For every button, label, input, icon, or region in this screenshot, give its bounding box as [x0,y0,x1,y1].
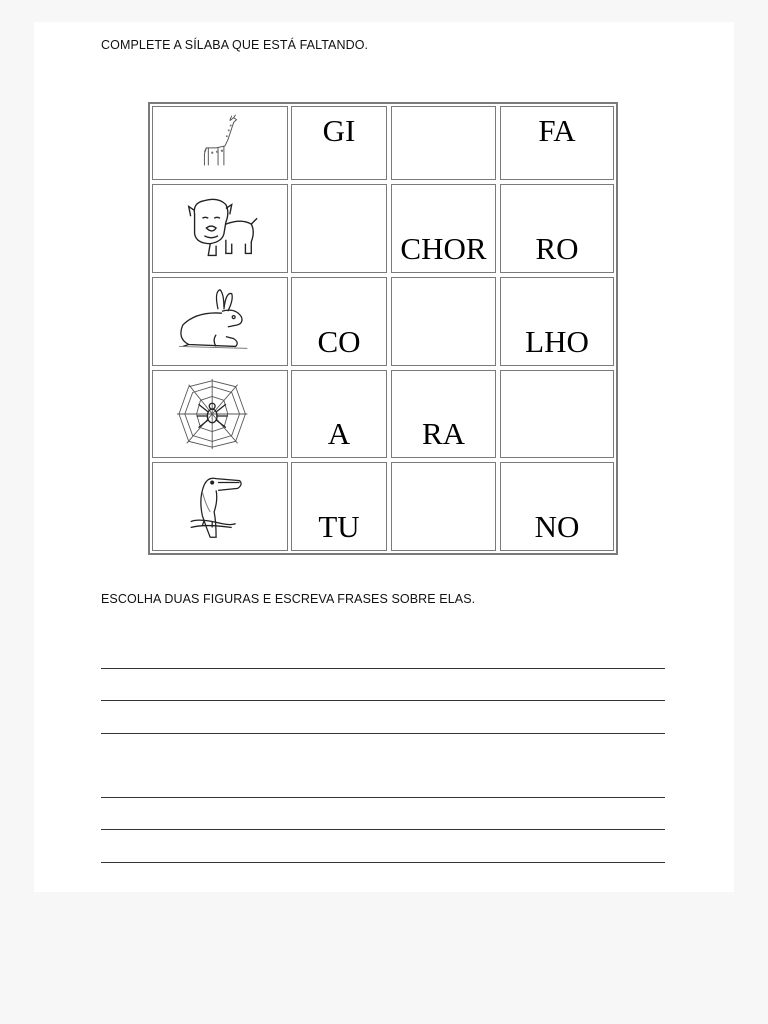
syllable-text: RA [421,416,466,451]
syllable-text: NO [534,509,580,544]
picture-cell-toucan [152,462,288,551]
syllable-cell[interactable] [391,462,496,551]
syllable-text: CO [317,324,361,359]
syllable-grid [148,102,618,555]
writing-line[interactable] [101,829,665,830]
syllable-text: FA [538,113,576,148]
giraffe-icon [153,107,287,179]
worksheet-page [34,22,734,892]
syllable-cell[interactable] [291,370,387,458]
syllable-cell[interactable] [391,277,496,366]
syllable-cell[interactable] [291,106,387,180]
syllable-cell[interactable] [500,106,614,180]
toucan-icon [153,463,287,550]
writing-line[interactable] [101,700,665,701]
syllable-text: RO [535,231,579,266]
picture-cell-bulldog [152,184,288,273]
spider-icon [153,371,287,457]
syllable-cell[interactable] [500,462,614,551]
syllable-cell[interactable] [291,277,387,366]
writing-line[interactable] [101,862,665,863]
instruction-complete-syllable: COMPLETE A SÍLABA QUE ESTÁ FALTANDO. [101,38,369,52]
syllable-cell[interactable] [291,462,387,551]
picture-cell-spider [152,370,288,458]
syllable-cell[interactable] [291,184,387,273]
rabbit-icon [153,278,287,365]
syllable-text: LHO [525,324,589,359]
syllable-text: CHOR [400,231,487,266]
syllable-text: TU [318,509,360,544]
syllable-cell[interactable] [391,370,496,458]
picture-cell-rabbit [152,277,288,366]
picture-cell-giraffe [152,106,288,180]
syllable-cell[interactable] [391,106,496,180]
syllable-cell[interactable] [500,370,614,458]
instruction-write-sentences: ESCOLHA DUAS FIGURAS E ESCREVA FRASES SOBRE ELAS. [101,592,476,606]
syllable-text: A [327,416,351,451]
syllable-text: GI [322,113,356,148]
writing-line[interactable] [101,797,665,798]
syllable-cell[interactable] [500,277,614,366]
bulldog-icon [153,185,287,272]
writing-line[interactable] [101,733,665,734]
writing-line[interactable] [101,668,665,669]
syllable-cell[interactable] [500,184,614,273]
syllable-cell[interactable] [391,184,496,273]
